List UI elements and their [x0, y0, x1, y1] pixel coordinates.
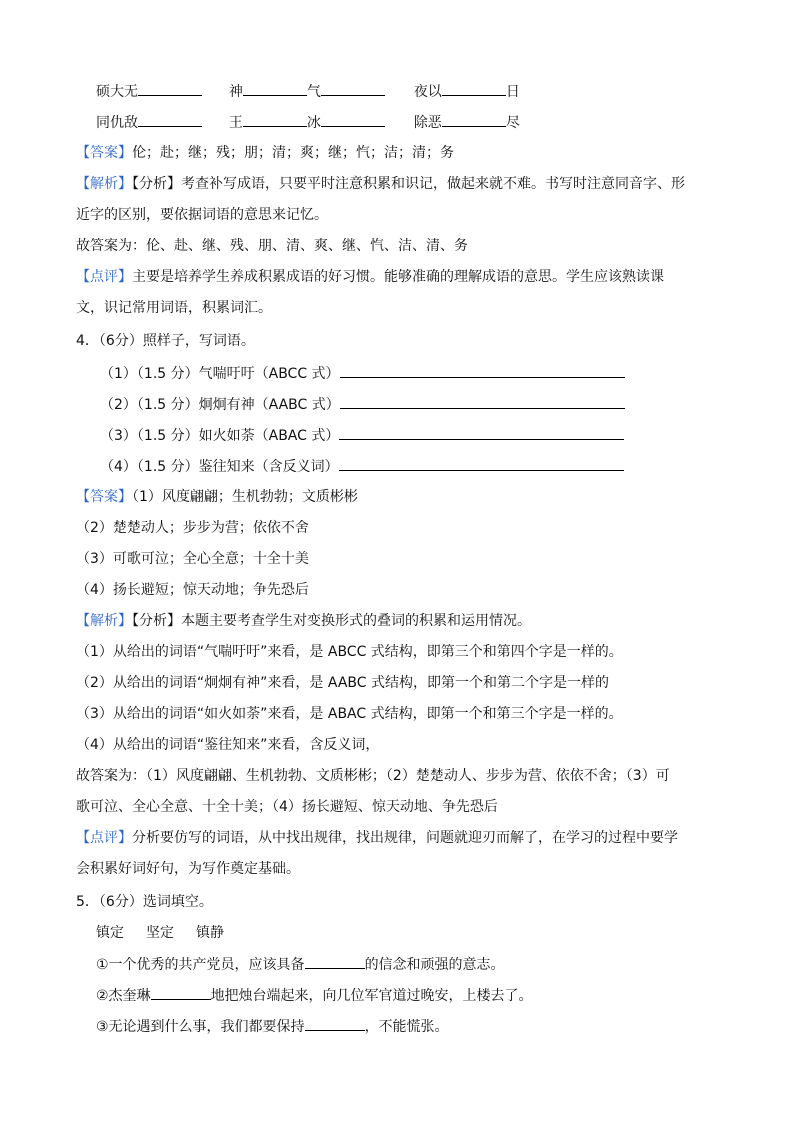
q4-item-text: （3）（1.5 分）如火如荼（ABAC 式）: [100, 428, 340, 444]
q4-item-4: [100, 455, 624, 477]
q4-analysis-1: （1）从给出的词语“气喘吁吁”来看，是 ABCC 式结构，即第三个和第四个字是一样的。: [76, 644, 623, 660]
answer-text: （1）风度翩翩；生机勃勃；文质彬彬: [132, 489, 358, 505]
analysis-tag: 【解析】: [76, 613, 132, 629]
answer-blank[interactable]: [305, 1015, 365, 1031]
q4-item-1: [100, 362, 625, 384]
comment-tag: 【点评】: [76, 269, 132, 285]
q3-answer: [76, 142, 454, 164]
answer-blank[interactable]: [340, 393, 625, 409]
answer-blank[interactable]: [321, 80, 385, 96]
q4-comment: [76, 827, 678, 849]
q4-answer-3: （3）可歌可泣；全心全意；十全十美: [76, 551, 309, 567]
idiom-text: 夜以: [413, 84, 442, 100]
q4-analysis-4: （4）从给出的词语“鉴往知来”来看，含反义词，: [76, 737, 380, 753]
q3-comment-cont: 文，识记常用词语，积累词汇。: [76, 300, 272, 316]
idiom-text: 神: [228, 84, 243, 100]
answer-blank[interactable]: [321, 111, 385, 127]
sentence-text: ②杰奎琳: [96, 988, 151, 1004]
word-option: 镇静: [196, 925, 224, 941]
q3-analysis: [76, 173, 685, 195]
q4-item-text: （4）（1.5 分）鉴往知来（含反义词）: [100, 459, 339, 475]
q5-sentence-3: [96, 1015, 449, 1037]
q4-answer-4: （4）扬长避短；惊天动地；争先恐后: [76, 582, 309, 598]
answer-blank[interactable]: [339, 455, 624, 471]
q5-sentence-1: [96, 953, 505, 975]
q4-answer-2: （2）楚楚动人；步步为营；依依不舍: [76, 520, 309, 536]
q3-comment: [76, 266, 664, 288]
idiom-text: 硕大无: [96, 84, 138, 100]
q4-item-text: （2）（1.5 分）炯炯有神（AABC 式）: [100, 397, 340, 413]
sentence-text: 的信念和顽强的意志。: [364, 957, 505, 973]
q4-analysis-3: （3）从给出的词语“如火如荼”来看，是 ABAC 式结构，即第一个和第三个字是一样的。: [76, 706, 623, 722]
q4-analysis-2: （2）从给出的词语“炯炯有神”来看，是 AABC 式结构，即第一个和第二个字是一样的: [76, 675, 609, 691]
answer-blank[interactable]: [151, 984, 211, 1000]
q4-item-text: （1）（1.5 分）气喘吁吁（ABCC 式）: [100, 366, 340, 382]
comment-tag: 【点评】: [76, 830, 132, 846]
q4-title: 4．（6分）照样子，写词语。: [76, 333, 255, 349]
analysis-text: 【分析】考查补写成语，只要平时注意积累和识记，做起来就不难。书写时注意同音字、形: [132, 176, 685, 192]
analysis-text: 【分析】本题主要考查学生对变换形式的叠词的积累和运用情况。: [132, 613, 531, 629]
q3-final-answer: 故答案为：伦、赴、继、残、朋、清、爽、继、忾、洁、清、务: [76, 238, 468, 254]
analysis-tag: 【解析】: [76, 176, 132, 192]
idiom-text: 冰: [306, 115, 321, 131]
q4-final-answer: 故答案为：（1）风度翩翩、生机勃勃、文质彬彬；（2）楚楚动人、步步为营、依依不舍；（3）可: [76, 768, 670, 784]
q4-item-2: [100, 393, 625, 415]
answer-blank[interactable]: [442, 111, 506, 127]
idiom-text: 气: [306, 84, 321, 100]
q4-item-3: [100, 424, 624, 446]
idiom-text: 尽: [505, 115, 520, 131]
answer-blank[interactable]: [339, 424, 624, 440]
answer-blank[interactable]: [442, 80, 506, 96]
q5-sentence-2: [96, 984, 533, 1006]
q4-analysis: [76, 610, 531, 632]
idiom-text: 除恶: [413, 115, 442, 131]
sentence-text: 地把烛台端起来，向几位军官道过晚安，上楼去了。: [210, 988, 533, 1004]
q4-answer: [76, 486, 358, 508]
idiom-text: 日: [505, 84, 520, 100]
sentence-text: ③无论遇到什么事，我们都要保持: [96, 1019, 305, 1035]
q5-title: 5．（6分）选词填空。: [76, 894, 213, 910]
idiom-row-2: [96, 111, 520, 133]
answer-blank[interactable]: [340, 362, 625, 378]
q5-word-options: [96, 922, 224, 944]
answer-tag: 【答案】: [76, 489, 132, 505]
sentence-text: ，不能慌张。: [364, 1019, 449, 1035]
word-option: 镇定: [96, 925, 124, 941]
idiom-text: 同仇敌: [96, 115, 138, 131]
comment-text: 主要是培养学生养成积累成语的好习惯。能够准确的理解成语的意思。学生应该熟读课: [132, 269, 664, 285]
comment-text: 分析要仿写的词语，从中找出规律，找出规律，问题就迎刃而解了，在学习的过程中要学: [132, 830, 678, 846]
idiom-row-1: [96, 80, 520, 102]
idiom-text: 王: [228, 115, 243, 131]
sentence-text: ①一个优秀的共产党员，应该具备: [96, 957, 305, 973]
answer-blank[interactable]: [243, 80, 307, 96]
q3-analysis-cont: 近字的区别，要依据词语的意思来记忆。: [76, 207, 328, 223]
answer-tag: 【答案】: [76, 145, 132, 161]
answer-blank[interactable]: [305, 953, 365, 969]
answer-text: 伦；赴；继；残；朋；清；爽；继；忾；洁；清；务: [132, 145, 454, 161]
answer-blank[interactable]: [138, 111, 202, 127]
q4-final-answer-cont: 歌可泣、全心全意、十全十美；（4）扬长避短、惊天动地、争先恐后: [76, 799, 498, 815]
q4-comment-cont: 会积累好词好句，为写作奠定基础。: [76, 861, 300, 877]
word-option: 坚定: [146, 925, 174, 941]
answer-blank[interactable]: [243, 111, 307, 127]
answer-blank[interactable]: [138, 80, 202, 96]
